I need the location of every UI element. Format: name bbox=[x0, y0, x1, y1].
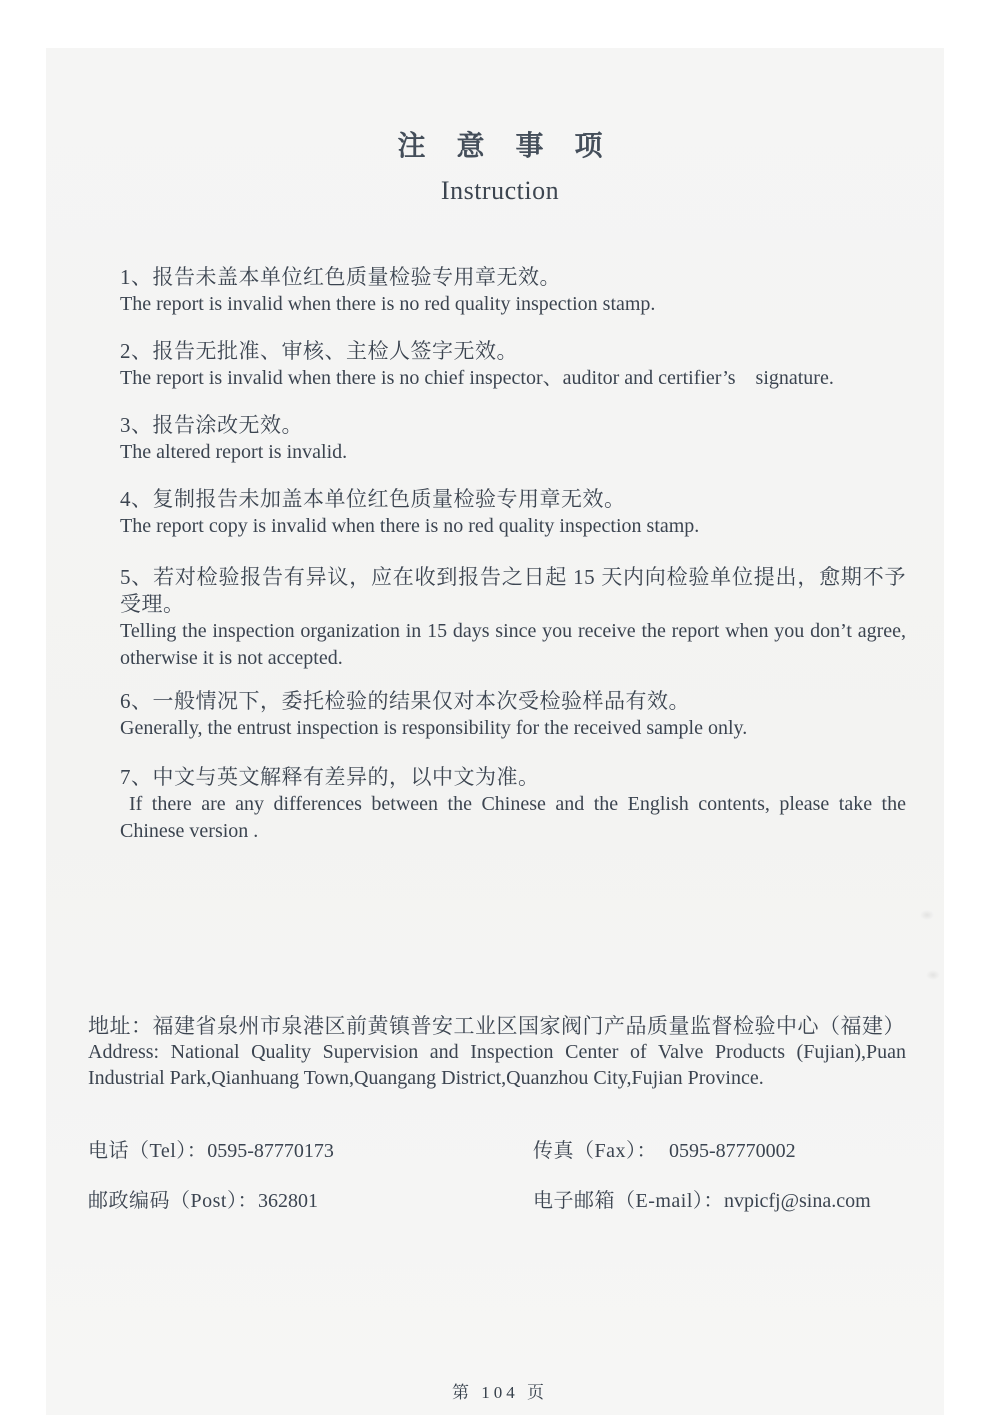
page-title-chinese bbox=[0, 124, 1000, 164]
instruction-item-3 bbox=[120, 412, 906, 466]
instruction-item-4-english: The report copy is invalid when there is no red quality inspection stamp. bbox=[120, 515, 700, 537]
scan-smudge bbox=[926, 970, 940, 980]
instruction-item-6-chinese: 6、一般情况下，委托检验的结果仅对本次受检验样品有效。 bbox=[120, 689, 690, 713]
fax-value: 0595-87770002 bbox=[669, 1140, 796, 1162]
instruction-item-3-english: The altered report is invalid. bbox=[120, 441, 348, 463]
address-english: Address: National Quality Supervision and Inspection Center of Valve Products (Fujian),Puan Industrial Park,Qianhuang Town,Quangang District,Quanzhou City,Fujian Province. bbox=[88, 1041, 906, 1089]
page-title-chinese-text: 注意事项 bbox=[397, 131, 634, 162]
fax-entry bbox=[533, 1138, 796, 1164]
contact-row-post-email bbox=[88, 1188, 948, 1214]
email-value: nvpicfj@sina.com bbox=[723, 1190, 871, 1212]
instruction-item-1-chinese: 1、报告未盖本单位红色质量检验专用章无效。 bbox=[120, 265, 561, 289]
instruction-item-6-english: Generally, the entrust inspection is responsibility for the received sample only. bbox=[120, 717, 748, 739]
instruction-item-4 bbox=[120, 486, 906, 540]
instruction-item-7-english: If there are any differences between the Chinese and the English contents, please take the Chinese version . bbox=[120, 793, 906, 842]
instruction-item-4-chinese: 4、复制报告未加盖本单位红色质量检验专用章无效。 bbox=[120, 487, 626, 511]
instruction-list bbox=[120, 264, 906, 865]
instruction-item-3-chinese: 3、报告涂改无效。 bbox=[120, 413, 303, 437]
post-label: 邮政编码（Post）： bbox=[88, 1190, 258, 1212]
instruction-item-1 bbox=[120, 264, 906, 318]
tel-entry bbox=[88, 1138, 528, 1164]
email-label: 电子邮箱（E-mail）： bbox=[533, 1190, 724, 1212]
page-title-english: Instruction bbox=[440, 176, 560, 205]
page-number-footer: 第 104 页 bbox=[452, 1383, 548, 1402]
instruction-item-1-english: The report is invalid when there is no red quality inspection stamp. bbox=[120, 293, 656, 315]
tel-value: 0595-87770173 bbox=[207, 1140, 334, 1162]
tel-label: 电话（Tel）： bbox=[88, 1140, 208, 1162]
instruction-item-2 bbox=[120, 338, 906, 392]
post-value: 362801 bbox=[257, 1190, 318, 1212]
instruction-item-5-chinese: 5、若对检验报告有异议，应在收到报告之日起 15 天内向检验单位提出，愈期不予受理。 bbox=[120, 565, 906, 616]
address-chinese: 地址：福建省泉州市泉港区前黄镇普安工业区国家阀门产品质量监督检验中心（福建） bbox=[88, 1014, 905, 1038]
instruction-item-5-english: Telling the inspection organization in 15 days since you receive the report when you don’t agree, otherwise it is not accepted. bbox=[120, 620, 906, 669]
post-entry bbox=[88, 1188, 528, 1214]
instruction-item-6 bbox=[120, 688, 906, 742]
instruction-item-7 bbox=[120, 764, 906, 845]
scan-smudge bbox=[920, 910, 934, 920]
instruction-item-2-chinese: 2、报告无批准、审核、主检人签字无效。 bbox=[120, 339, 518, 363]
instruction-item-7-chinese: 7、中文与英文解释有差异的，以中文为准。 bbox=[120, 765, 540, 789]
fax-label: 传真（Fax）： bbox=[533, 1140, 657, 1162]
address-block bbox=[88, 1012, 906, 1091]
contact-row-tel-fax bbox=[88, 1138, 948, 1164]
instruction-item-2-english: The report is invalid when there is no chief inspector、auditor and certifier’s signature. bbox=[120, 367, 834, 389]
email-entry bbox=[533, 1188, 871, 1214]
instruction-item-5 bbox=[120, 564, 906, 672]
